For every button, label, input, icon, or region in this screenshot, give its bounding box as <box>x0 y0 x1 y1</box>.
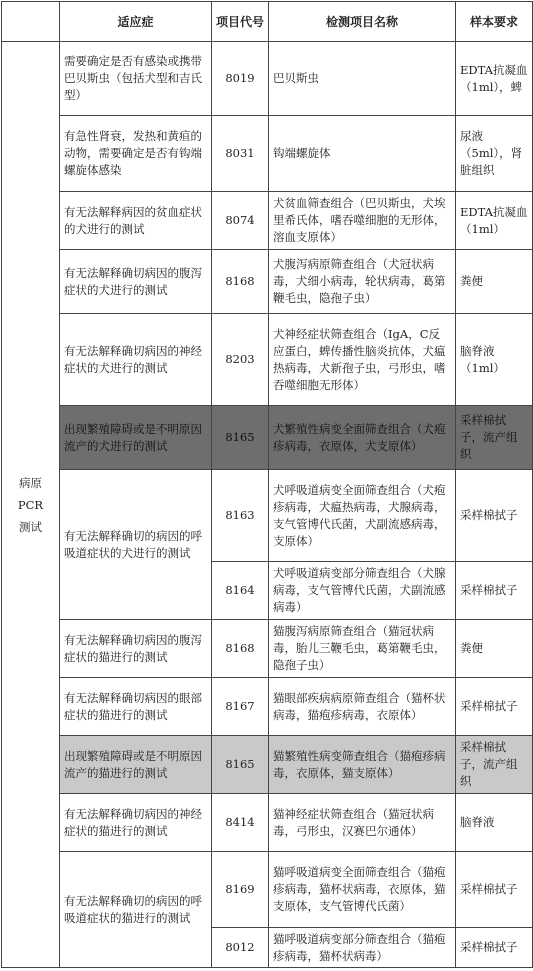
code-cell: 8203 <box>212 314 269 406</box>
sample-cell: 粪便 <box>456 620 533 678</box>
sample-cell: 采样棉拭子 <box>456 562 533 620</box>
category-cell <box>2 42 60 968</box>
table-row <box>2 620 533 678</box>
indication-cell: 有无法解释确切病因的神经症状的犬进行的测试 <box>60 314 212 406</box>
table-row <box>2 794 533 852</box>
sample-cell: 粪便 <box>456 250 533 314</box>
code-cell: 8164 <box>212 562 269 620</box>
indication-cell: 有无法解释确切的病因的呼吸道症状的犬进行的测试 <box>60 470 212 620</box>
indication-cell: 有无法解释确切病因的眼部症状的猫进行的测试 <box>60 678 212 736</box>
test-name-cell: 猫腹泻病原筛查组合（猫冠状病毒，胎儿三鞭毛虫，葛第鞭毛虫，隐孢子虫） <box>269 620 456 678</box>
indication-cell: 出现繁殖障碍或是不明原因流产的犬进行的测试 <box>60 406 212 470</box>
indication-cell: 需要确定是否有感染或携带巴贝斯虫（包括犬型和吉氏型） <box>60 42 212 116</box>
table-row <box>2 852 533 928</box>
table-row-highlighted <box>2 406 533 470</box>
code-cell: 8019 <box>212 42 269 116</box>
header-blank <box>2 2 60 42</box>
code-cell: 8012 <box>212 928 269 968</box>
code-cell: 8167 <box>212 678 269 736</box>
test-name-cell: 猫神经症状筛查组合（猫冠状病毒，弓形虫，汉赛巴尔通体） <box>269 794 456 852</box>
test-name-cell: 犬呼吸道病变全面筛查组合（犬疱疹病毒，犬瘟热病毒，犬腺病毒，支气管博代氏菌，犬副流感病毒，支原体） <box>269 470 456 562</box>
test-name-cell: 猫眼部疾病病原筛查组合（猫杯状病毒，猫疱疹病毒，衣原体） <box>269 678 456 736</box>
category-label: 病原PCR测试 <box>17 475 44 534</box>
sample-cell: 采样棉拭子 <box>456 928 533 968</box>
header-row <box>2 2 533 42</box>
test-name-cell: 巴贝斯虫 <box>269 42 456 116</box>
test-name-cell: 犬呼吸道病变部分筛查组合（犬腺病毒，支气管博代氏菌，犬副流感病毒） <box>269 562 456 620</box>
pcr-test-table <box>1 1 533 968</box>
sample-cell: EDTA抗凝血（1ml） <box>456 192 533 250</box>
sample-cell: 采样棉拭子，流产组织 <box>456 406 533 470</box>
sample-cell: 采样棉拭子 <box>456 678 533 736</box>
indication-cell: 有无法解释确切病因的神经症状的猫进行的测试 <box>60 794 212 852</box>
indication-cell: 有无法解释确切病因的腹泻症状的猫进行的测试 <box>60 620 212 678</box>
header-indication: 适应症 <box>60 2 212 42</box>
sample-cell: EDTA抗凝血（1ml），蜱 <box>456 42 533 116</box>
test-name-cell: 犬神经症状筛查组合（IgA，C反应蛋白，蜱传播性脑炎抗体，犬瘟热病毒，犬新孢子虫，弓形虫，嗜吞噬细胞无形体） <box>269 314 456 406</box>
sample-cell: 尿液（5ml），肾脏组织 <box>456 116 533 192</box>
test-name-cell: 犬腹泻病原筛查组合（犬冠状病毒，犬细小病毒，轮状病毒，葛第鞭毛虫，隐孢子虫） <box>269 250 456 314</box>
header-test-name: 检测项目名称 <box>269 2 456 42</box>
indication-cell: 有无法解释确切病因的腹泻症状的犬进行的测试 <box>60 250 212 314</box>
table-row <box>2 314 533 406</box>
test-name-cell: 猫呼吸道病变部分筛查组合（猫疱疹病毒，猫杯状病毒） <box>269 928 456 968</box>
test-name-cell: 猫呼吸道病变全面筛查组合（猫疱疹病毒，猫杯状病毒，衣原体，猫支原体，支气管博代氏菌） <box>269 852 456 928</box>
indication-cell: 有无法解释病因的贫血症状的犬进行的测试 <box>60 192 212 250</box>
code-cell: 8031 <box>212 116 269 192</box>
table-row <box>2 192 533 250</box>
test-name-cell: 犬贫血筛查组合（巴贝斯虫，犬埃里希氏体，嗜吞噬细胞的无形体，溶血支原体） <box>269 192 456 250</box>
table-row <box>2 116 533 192</box>
sample-cell: 采样棉拭子，流产组织 <box>456 736 533 794</box>
sample-cell: 脑脊液 <box>456 794 533 852</box>
code-cell: 8168 <box>212 250 269 314</box>
sample-cell: 采样棉拭子 <box>456 852 533 928</box>
table-row <box>2 470 533 562</box>
code-cell: 8414 <box>212 794 269 852</box>
code-cell: 8169 <box>212 852 269 928</box>
test-name-cell: 犬繁殖性病变全面筛查组合（犬疱疹病毒，衣原体，犬支原体） <box>269 406 456 470</box>
table-row <box>2 678 533 736</box>
header-sample: 样本要求 <box>456 2 533 42</box>
indication-cell: 有急性肾衰，发热和黄疸的动物，需要确定是否有钩端螺旋体感染 <box>60 116 212 192</box>
test-name-cell: 猫繁殖性病变筛查组合（猫疱疹病毒，衣原体，猫支原体） <box>269 736 456 794</box>
code-cell: 8074 <box>212 192 269 250</box>
sample-cell: 脑脊液（1ml） <box>456 314 533 406</box>
indication-cell: 有无法解释确切的病因的呼吸道症状的猫进行的测试 <box>60 852 212 968</box>
code-cell: 8165 <box>212 736 269 794</box>
table-row <box>2 250 533 314</box>
code-cell: 8168 <box>212 620 269 678</box>
code-cell: 8163 <box>212 470 269 562</box>
code-cell: 8165 <box>212 406 269 470</box>
indication-cell: 出现繁殖障碍或是不明原因流产的猫进行的测试 <box>60 736 212 794</box>
test-name-cell: 钩端螺旋体 <box>269 116 456 192</box>
table-row-highlighted <box>2 736 533 794</box>
header-code: 项目代号 <box>212 2 269 42</box>
sample-cell: 采样棉拭子 <box>456 470 533 562</box>
table-row <box>2 42 533 116</box>
